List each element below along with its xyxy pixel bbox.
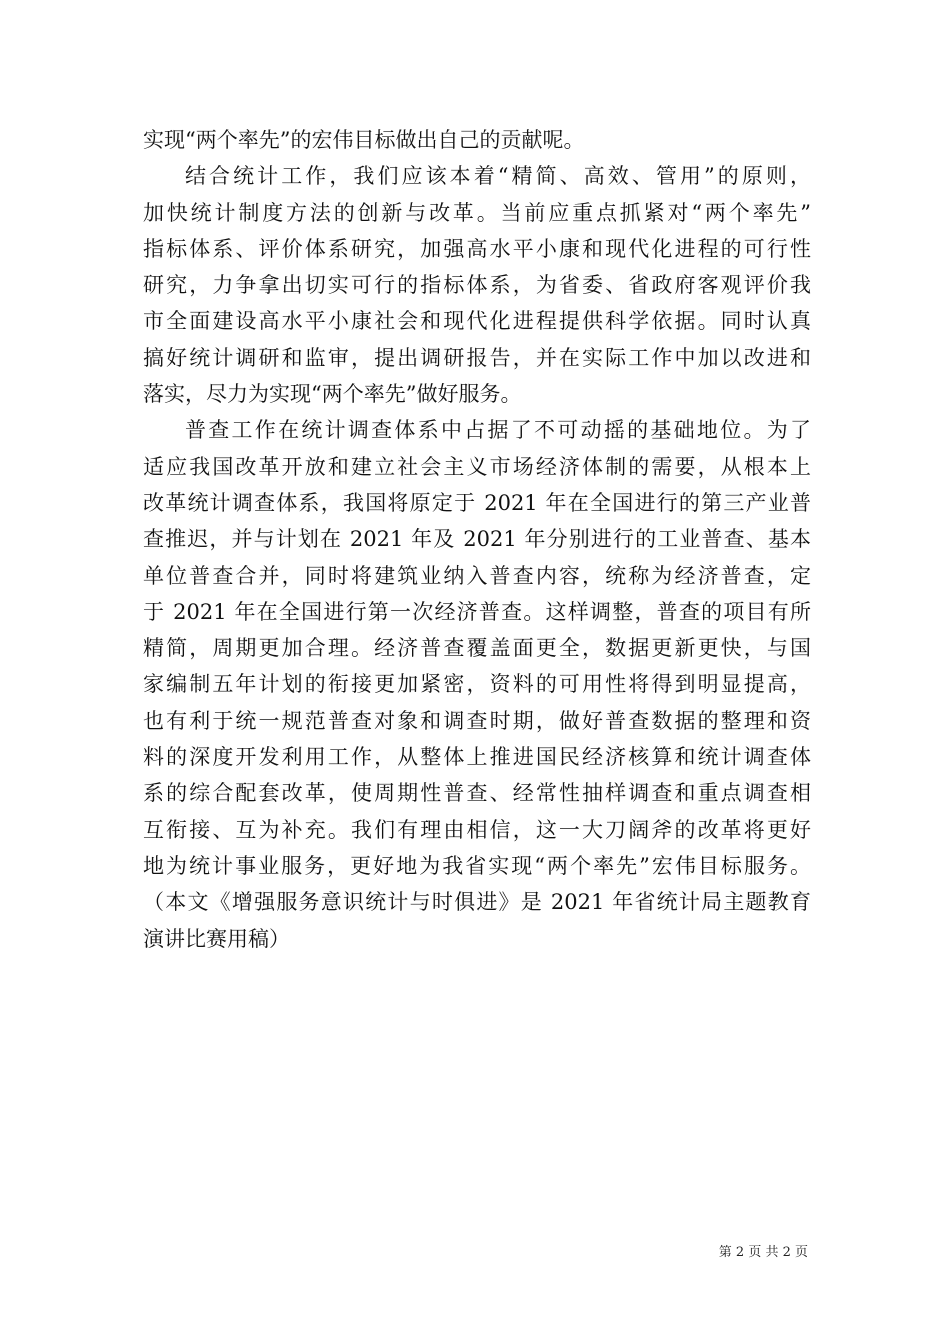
text-line: 改革统计调查体系，我国将原定于 2021 年在全国进行的第三产业普	[143, 490, 811, 515]
text-line: 指标体系、评价体系研究，加强高水平小康和现代化进程的可行性	[143, 236, 811, 261]
text-line: 系的综合配套改革，使周期性普查、经常性抽样调查和重点调查相	[143, 781, 811, 806]
text-line: 适应我国改革开放和建立社会主义市场经济体制的需要，从根本上	[143, 454, 811, 479]
text-line: 家编制五年计划的衔接更加紧密，资料的可用性将得到明显提高，	[143, 672, 811, 697]
text-line: 普查工作在统计调查体系中占据了不可动摇的基础地位。为了	[185, 418, 811, 443]
text-line: 加快统计制度方法的创新与改革。当前应重点抓紧对“两个率先”	[143, 200, 811, 225]
text-line: 互衔接、互为补充。我们有理由相信，这一大刀阔斧的改革将更好	[143, 817, 811, 842]
document-body	[143, 122, 811, 957]
text-line: 查推迟，并与计划在 2021 年及 2021 年分别进行的工业普查、基本	[143, 527, 811, 552]
text-line: 单位普查合并，同时将建筑业纳入普查内容，统称为经济普查，定	[143, 563, 811, 588]
text-line: 演讲比赛用稿）	[143, 926, 290, 951]
text-line: 料的深度开发利用工作，从整体上推进国民经济核算和统计调查体	[143, 745, 811, 770]
text-line: 地为统计事业服务，更好地为我省实现“两个率先”宏伟目标服务。	[143, 853, 811, 878]
text-line: 市全面建设高水平小康社会和现代化进程提供科学依据。同时认真	[143, 309, 811, 334]
text-line: 落实，尽力为实现“两个率先”做好服务。	[143, 382, 522, 407]
text-line: 也有利于统一规范普查对象和调查时期，做好普查数据的整理和资	[143, 708, 811, 733]
text-line: 搞好统计调研和监审，提出调研报告，并在实际工作中加以改进和	[143, 345, 811, 370]
text-line: 精简，周期更加合理。经济普查覆盖面更全，数据更新更快，与国	[143, 636, 811, 661]
text-line: 结合统计工作，我们应该本着“精简、高效、管用”的原则，	[185, 164, 811, 189]
text-line: 于 2021 年在全国进行第一次经济普查。这样调整，普查的项目有所	[143, 599, 811, 624]
text-line: 研究，力争拿出切实可行的指标体系，为省委、省政府客观评价我	[143, 273, 811, 298]
page-number-footer: 第 2 页 共 2 页	[718, 1245, 808, 1260]
text-line: 实现“两个率先”的宏伟目标做出自己的贡献呢。	[143, 128, 585, 152]
text-line: （本文《增强服务意识统计与时俱进》是 2021 年省统计局主题教育	[143, 890, 811, 915]
